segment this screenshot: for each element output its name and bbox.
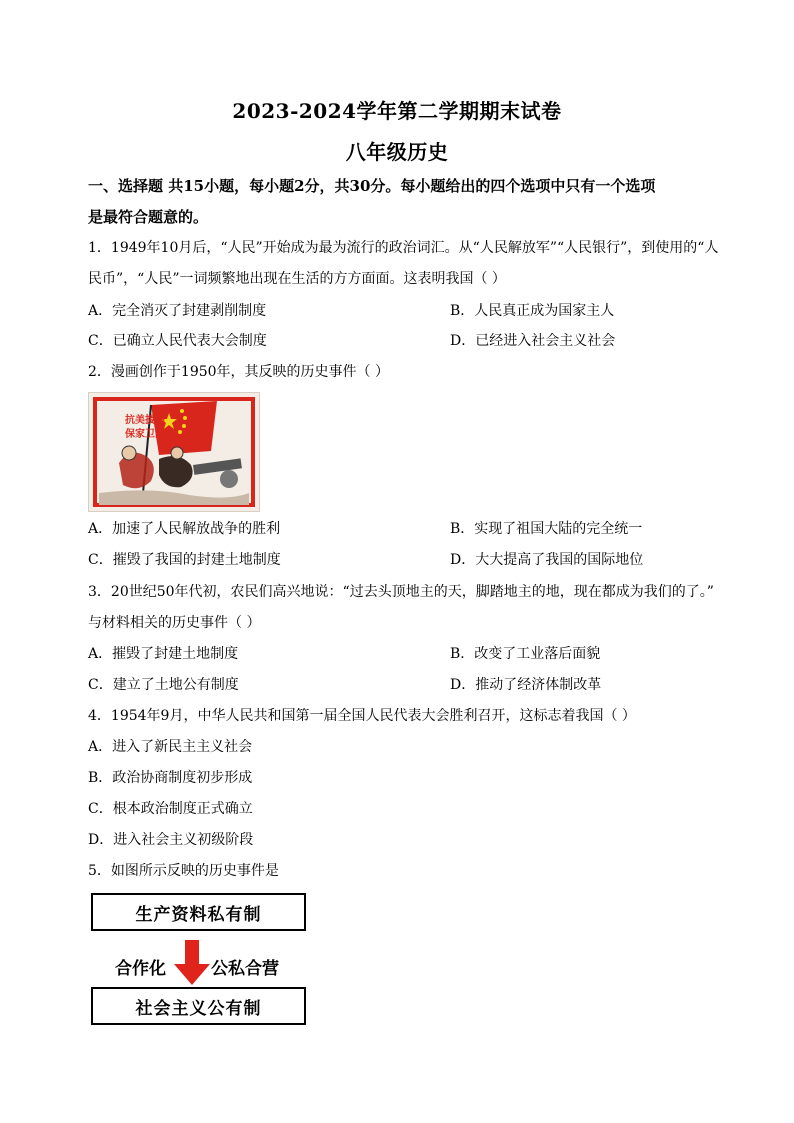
down-arrow-icon xyxy=(172,940,212,986)
q3-option-c: C．建立了土地公有制度 xyxy=(88,677,239,693)
q2-stem: 2．漫画创作于1950年，其反映的历史事件（ ） xyxy=(88,364,389,380)
q3-options-row1 xyxy=(88,644,728,664)
cartoon-caption-2: 保家卫国 xyxy=(125,429,165,440)
q2-option-b: B．实现了祖国大陆的完全统一 xyxy=(450,521,643,537)
cartoon-image xyxy=(88,392,260,512)
q1-option-a: A．完全消灭了封建剥削制度 xyxy=(88,303,267,319)
q4-option-b: B．政治协商制度初步形成 xyxy=(88,770,253,786)
flow-top-box: 生产资料私有制 xyxy=(91,893,306,931)
section-heading: 一、选择题 共15小题，每小题2分，共30分。每小题给出的四个选项中只有一个选项 xyxy=(88,177,656,195)
q1-option-c: C．已确立人民代表大会制度 xyxy=(88,333,267,349)
exam-title: 2023-2024学年第二学期期末试卷 xyxy=(232,99,562,123)
exam-subtitle: 八年级历史 xyxy=(345,140,449,164)
flow-right-label: 公私合营 xyxy=(211,959,279,979)
cartoon-drawing xyxy=(89,393,259,511)
q2-options-row1 xyxy=(88,519,728,539)
q1-stem: 1．1949年10月后，“人民”开始成为最为流行的政治词汇。从“人民解放军”“人民银行”，到使用的“人 xyxy=(88,240,719,256)
q4-stem: 4．1954年9月，中华人民共和国第一届全国人民代表大会胜利召开，这标志着我国（ ） xyxy=(88,708,636,724)
q3-stem-cont: 与材料相关的历史事件（ ） xyxy=(88,615,261,631)
q2-option-a: A．加速了人民解放战争的胜利 xyxy=(88,521,281,537)
q2-option-d: D．大大提高了我国的国际地位 xyxy=(450,552,644,568)
q5-stem: 5．如图所示反映的历史事件是 xyxy=(88,863,279,879)
q1-option-d: D．已经进入社会主义社会 xyxy=(450,333,616,349)
q3-options-row2 xyxy=(88,675,728,695)
q2-options-row2 xyxy=(88,550,728,570)
q3-option-a: A．摧毁了封建土地制度 xyxy=(88,646,239,662)
q4-option-a: A．进入了新民主主义社会 xyxy=(88,739,253,755)
q1-stem-cont: 民币”，“人民”一词频繁地出现在生活的方方面面。这表明我国（ ） xyxy=(88,271,506,287)
q3-option-d: D．推动了经济体制改革 xyxy=(450,677,602,693)
q1-options-row1 xyxy=(88,301,728,321)
q3-stem: 3．20世纪50年代初，农民们高兴地说：“过去头顶地主的天，脚踏地主的地，现在都成为我们的了。” xyxy=(88,584,714,600)
q1-options-row2 xyxy=(88,331,728,351)
q2-option-c: C．摧毁了我国的封建土地制度 xyxy=(88,552,281,568)
q4-option-c: C．根本政治制度正式确立 xyxy=(88,801,253,817)
q3-option-b: B．改变了工业落后面貌 xyxy=(450,646,601,662)
flow-left-label: 合作化 xyxy=(115,959,166,979)
flow-bottom-box: 社会主义公有制 xyxy=(91,987,306,1025)
q1-option-b: B．人民真正成为国家主人 xyxy=(450,303,615,319)
section-heading-cont: 是最符合题意的。 xyxy=(88,208,209,226)
cartoon-caption-1: 抗美援朝 xyxy=(125,415,165,426)
q4-option-d: D．进入社会主义初级阶段 xyxy=(88,832,254,848)
